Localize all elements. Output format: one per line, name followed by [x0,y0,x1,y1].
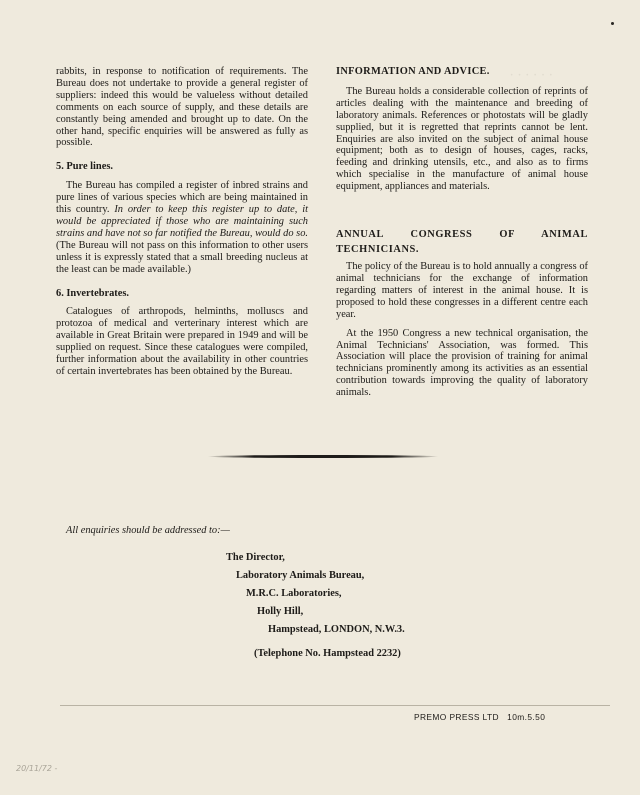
address-line-holly-hill: Holly Hill, [257,606,304,617]
section-6-text: Catalogues of arthropods, helminths, molluscs and protozoa of medical and verterinary interest which are available in Great Britain were prepared in 1949 and will be supplied on request. Since these catalogues were compiled, further information about the availability in other countries of certain invertebrates has been obtained by the Bureau. [56,306,308,377]
intro-paragraph: rabbits, in response to notification of requirements. The Bureau does not undertake to provide a general register of suppliers: indeed this would be valueless without detailed comments on each source of supply, and these details are constantly being amended and brought up to date. On the other hand, specific enquiries will be answered as fully as possible. [56,66,308,149]
section-5-text-end: (The Bureau will not pass on this information to other users unless it is expressly stated that a small breeding nucleus at the least can be made available.) [56,239,308,275]
congress-heading: ANNUAL CONGRESS OF ANIMAL TECHNICIANS. [336,229,588,256]
ornamental-divider [208,455,438,458]
section-5-text-start: The Bureau has compiled a register of inbred strains and pure lines of various species which are being maintained in this country. [56,180,308,216]
address-telephone: (Telephone No. Hampstead 2232) [254,648,401,659]
section-6-heading: 6. Invertebrates. [56,287,130,299]
address-line-director: The Director, [226,552,285,563]
address-line-bureau: Laboratory Animals Bureau, [236,570,365,581]
enquiry-lead: All enquiries should be addressed to:— [66,525,230,536]
bleed-through-mark: · · · · · · [510,70,554,81]
printer-name: PREMO PRESS LTD [414,712,499,722]
section-5-text [56,180,308,275]
printer-imprint [414,712,545,722]
print-code: 10m.5.50 [507,712,546,722]
section-5-italic-request: In order to keep this register up to date, it would be appreciated if those who are maintaining such strains and have not so far notified the Bureau, would do so. [56,204,308,239]
congress-paragraph-1: The policy of the Bureau is to hold annually a congress of animal technicians for the exchange of information regarding matters of interest in the animal house. It is proposed to hold these congresses in a different centre each year. [336,261,588,320]
ink-dot [611,22,614,25]
address-line-hampstead: Hampstead, LONDON, N.W.3. [268,624,405,635]
left-column [56,66,308,378]
footer-rule [60,705,610,706]
address-line-laboratories: M.R.C. Laboratories, [246,588,342,599]
information-text: The Bureau holds a considerable collection of reprints of articles dealing with the maintenance and breeding of laboratory animals. References or photostats will be gladly supplied, but it is regretted that reprints cannot be lent. Enquiries are also invited on the subject of animal house equipment; both as to design of houses, cages, racks, feeding and drinking utensils, etc., and also as to firms which specialise in the manufacture of animal house equipment, appliances and materials. [336,85,588,193]
congress-paragraph-2: At the 1950 Congress a new technical organisation, the Animal Technicians' Association, was formed. This Association will place the provision of training for animal technicians prominently among its activities as an essential contribution towards improving the quality of laboratory animals. [336,327,588,399]
section-5-heading: 5. Pure lines. [56,161,113,173]
pencil-annotation: 20/11/72 - [16,764,58,773]
right-column [336,66,588,399]
information-heading: INFORMATION AND ADVICE. [336,66,490,77]
